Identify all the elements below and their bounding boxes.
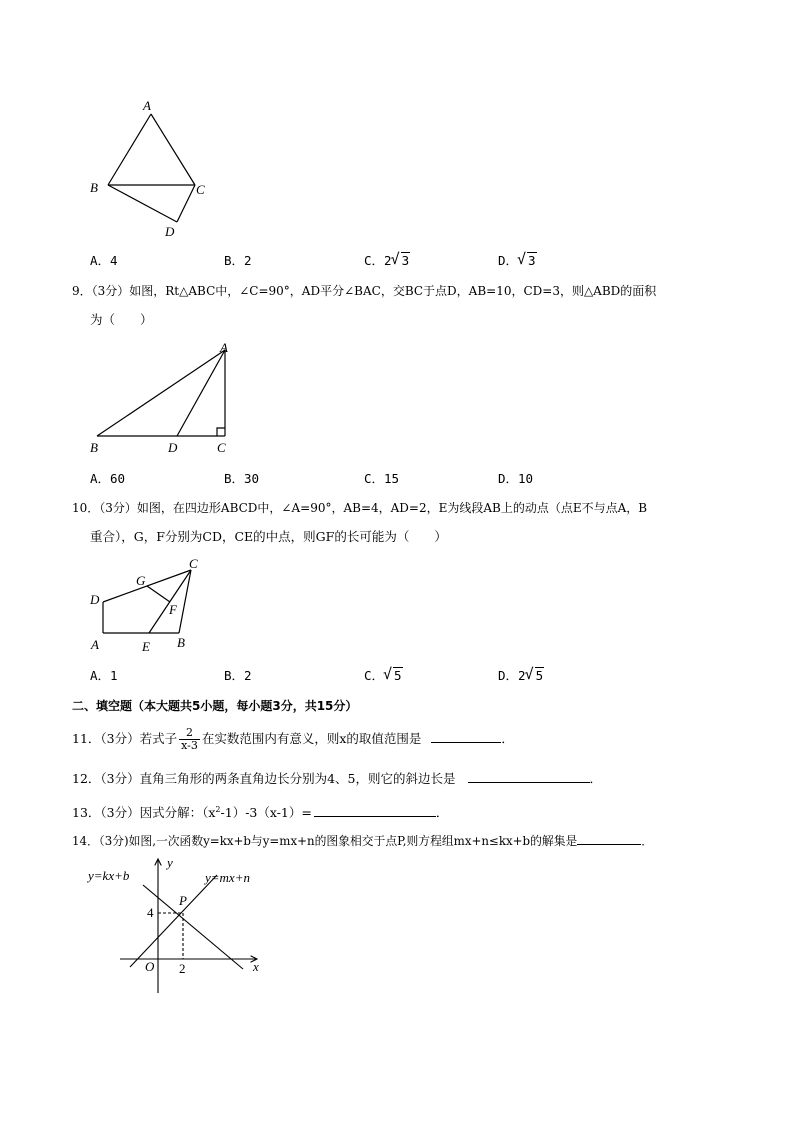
q8-triangle-figure <box>85 96 220 246</box>
q13-stem <box>72 801 448 822</box>
q10-option-d-radicand: 5 <box>535 668 544 683</box>
sqrt-symbol <box>518 253 537 268</box>
q9-option-d[interactable]: D．10 <box>498 471 534 486</box>
q14-origin-label: O <box>145 959 155 974</box>
sqrt-symbol <box>526 668 545 683</box>
q10-label-d: D <box>90 592 100 607</box>
q13-exponent: 2 <box>215 805 221 814</box>
q8-label-a: A <box>143 98 151 113</box>
q8-option-d[interactable] <box>498 251 537 269</box>
q13-answer-blank[interactable] <box>314 804 436 817</box>
q14-line2-label: y=mx+n <box>205 870 250 885</box>
q9-option-b[interactable]: B．30 <box>224 471 260 486</box>
q12-answer-blank[interactable] <box>468 770 590 783</box>
q13-prefix: 13．（3分）因式分解：（x <box>72 805 216 821</box>
q8-option-c[interactable] <box>364 251 410 269</box>
q8-option-d-prefix: D． <box>498 253 519 268</box>
q11-stem <box>72 724 514 754</box>
q9-label-c: C <box>217 440 226 455</box>
q10-stem-line2: 重合），G，F分别为CD，CE的中点，则GF的长可能为（ ） <box>90 529 447 544</box>
q14-line1-label: y=kx+b <box>88 868 130 883</box>
q14-y-tick: 4 <box>147 905 154 920</box>
q9-triangle-figure <box>85 338 245 458</box>
q10-label-b: B <box>177 635 185 650</box>
q10-label-f: F <box>169 602 177 617</box>
q10-option-c-radicand: 5 <box>394 668 402 683</box>
q8-option-d-radicand: 3 <box>528 253 536 268</box>
q9-stem-line2: 为（ ） <box>90 312 153 327</box>
q11-end: ． <box>501 731 514 746</box>
q13-mid: -1）-3（x-1）= <box>220 805 312 821</box>
q10-label-g: G <box>136 573 146 588</box>
q14-y-axis-label: y <box>167 855 173 870</box>
q14-answer-blank[interactable] <box>577 832 641 845</box>
sqrt-symbol <box>392 253 411 268</box>
q11-suffix: 在实数范围内有意义，则x的取值范围是 <box>201 731 422 746</box>
q10-label-a: A <box>91 637 99 652</box>
q12-end: ． <box>589 771 603 786</box>
sqrt-symbol <box>384 668 403 683</box>
q9-option-c[interactable]: C．15 <box>364 471 400 486</box>
q14-function-graph <box>85 855 275 1000</box>
q10-option-b[interactable]: B．2 <box>224 668 252 683</box>
q8-label-b: B <box>90 180 98 195</box>
q10-option-d[interactable] <box>498 666 544 684</box>
q10-option-d-prefix: D．2 <box>498 668 526 683</box>
q12-stem <box>72 770 602 788</box>
q8-option-a[interactable]: A．4 <box>90 253 118 268</box>
q10-option-c-prefix: C． <box>364 668 385 683</box>
q14-stem <box>72 832 653 850</box>
section-title: 二、填空题（本大题共5小题，每小题3分，共15分） <box>72 699 358 713</box>
q14-end: ． <box>641 834 654 848</box>
q8-label-d: D <box>165 224 175 239</box>
q11-answer-blank[interactable] <box>431 730 501 743</box>
q8-label-c: C <box>196 182 205 197</box>
q9-label-b: B <box>90 440 98 455</box>
q10-label-e: E <box>142 639 150 654</box>
q11-numerator: 2 <box>179 727 200 740</box>
q14-x-axis-label: x <box>253 959 259 974</box>
q10-quadrilateral-figure <box>85 555 215 655</box>
q12-text: 12．（3分）直角三角形的两条直角边长分别为4、5，则它的斜边长是 <box>72 771 456 786</box>
q14-point-p-label: P <box>179 893 187 908</box>
q11-denominator: x-3 <box>181 739 198 752</box>
q8-option-c-radicand: 3 <box>401 253 410 268</box>
q9-label-d: D <box>168 440 178 455</box>
q14-x-tick: 2 <box>179 961 186 976</box>
q14-text: 14．（3分)如图,一次函数y=kx+b与y=mx+n的图象相交于点P,则方程组mx+n≤kx+b的解集是 <box>72 834 578 848</box>
q10-option-c[interactable] <box>364 666 403 684</box>
q9-label-a: A <box>220 340 228 355</box>
q9-option-a[interactable]: A．60 <box>90 471 126 486</box>
q10-option-a[interactable]: A．1 <box>90 668 118 683</box>
q11-fraction <box>179 727 200 752</box>
q8-option-b[interactable]: B．2 <box>224 253 252 268</box>
q11-prefix: 11．（3分）若式子 <box>72 731 178 746</box>
q9-stem-line1: 9．（3分）如图，Rt△ABC中，∠C=90°，AD平分∠BAC，交BC于点D，AB=10，CD=3，则△ABD的面积 <box>72 284 657 298</box>
q8-option-c-prefix: C．2 <box>364 253 392 268</box>
q10-stem-line1: 10．（3分）如图，在四边形ABCD中，∠A=90°，AB=4，AD=2，E为线段AB上的动点（点E不与点A，B <box>72 501 648 515</box>
q10-label-c: C <box>189 556 198 571</box>
q13-end: ． <box>435 805 449 821</box>
